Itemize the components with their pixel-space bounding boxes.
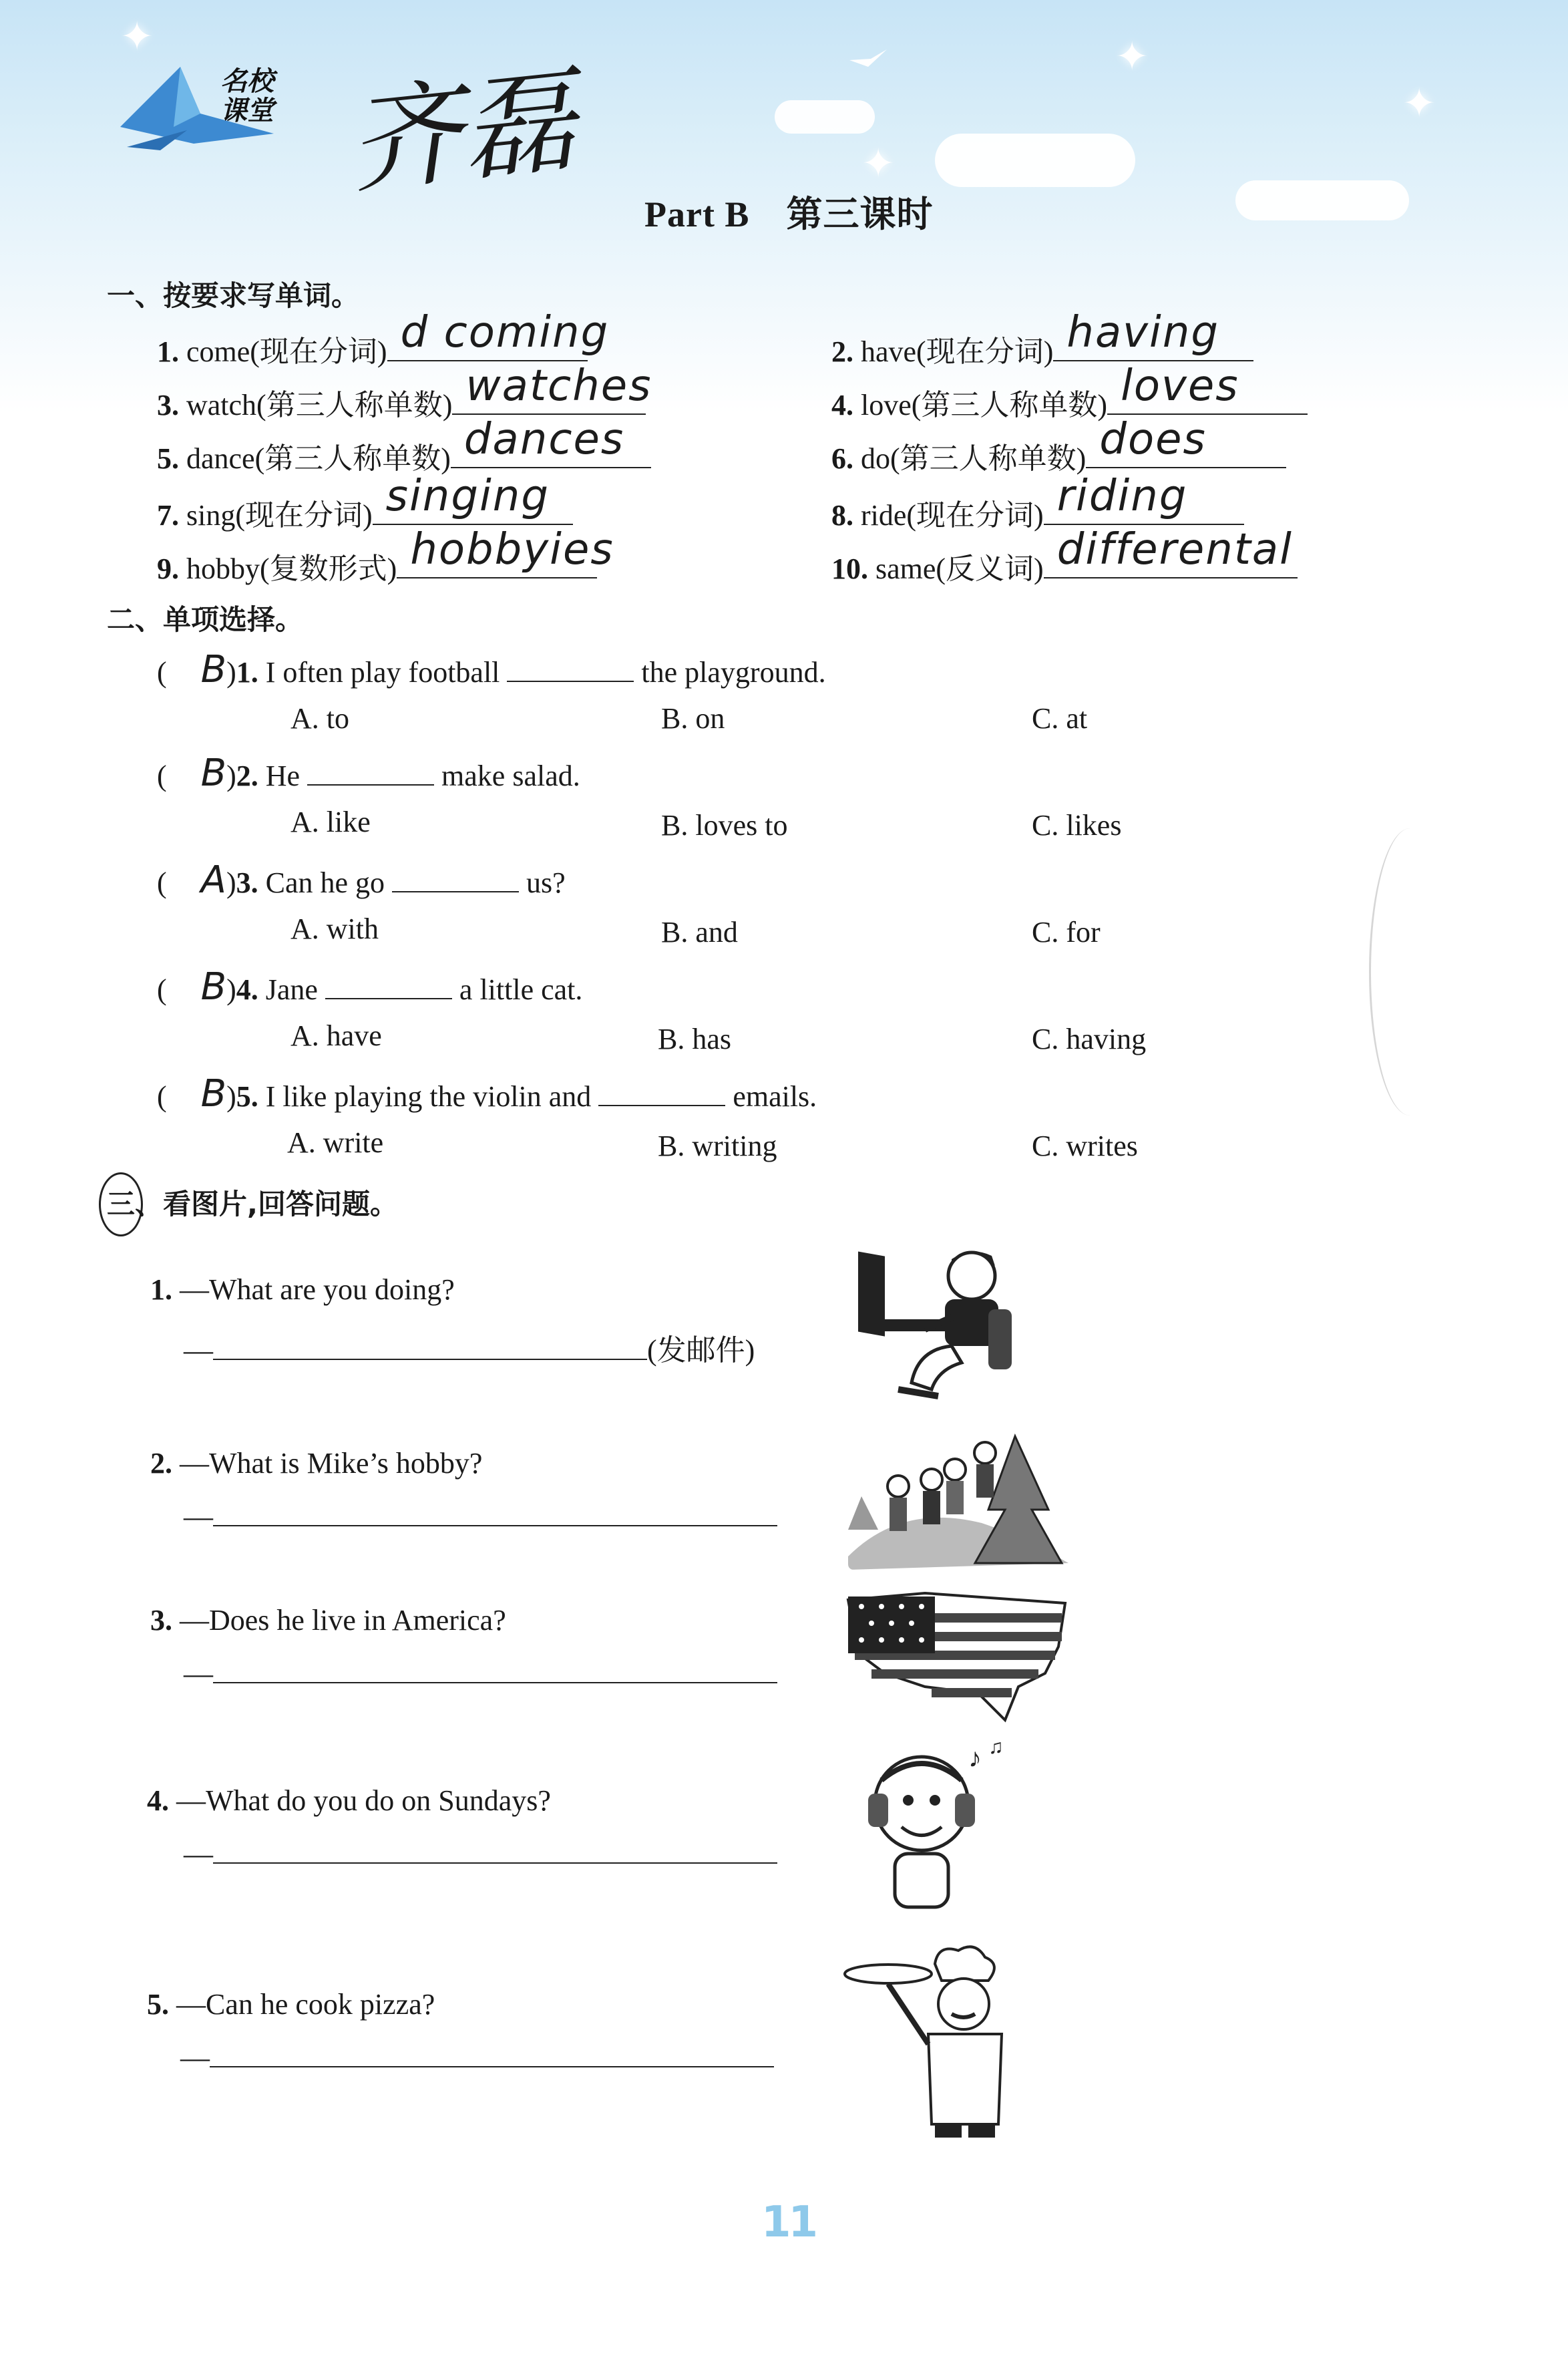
- answer-row: —: [184, 1657, 777, 1691]
- choice-question: ( A)3. Can he go us?: [157, 858, 566, 902]
- handwritten-choice: B: [200, 648, 227, 691]
- option[interactable]: A. to: [290, 702, 349, 735]
- option[interactable]: B. loves to: [661, 809, 788, 842]
- word-item: 8. ride(现在分词) riding: [831, 491, 1244, 534]
- handwritten-answer: hobbyies: [410, 525, 614, 574]
- answer-row: —: [184, 1837, 777, 1871]
- question-text: 5. —Can he cook pizza?: [147, 1988, 435, 2021]
- answer-blank[interactable]: [598, 1085, 725, 1106]
- choice-question: ( B)2. He make salad.: [157, 751, 580, 795]
- computer-user-icon: [845, 1229, 1032, 1409]
- svg-text:♫: ♫: [988, 1740, 1004, 1758]
- question-text: 1. —What are you doing?: [150, 1273, 455, 1306]
- handwritten-answer: dances: [463, 415, 625, 464]
- word-item: 10. same(反义词) differental: [831, 544, 1298, 587]
- handwritten-answer: watches: [465, 361, 652, 411]
- option[interactable]: A. with: [290, 912, 379, 945]
- sparkle-icon: ✦: [861, 142, 896, 186]
- question-text: 3. —Does he live in America?: [150, 1604, 506, 1637]
- answer-blank[interactable]: [1053, 308, 1253, 361]
- answer-blank[interactable]: [213, 1505, 777, 1526]
- usa-flag-map-icon: [845, 1586, 1072, 1727]
- bird-icon: [848, 47, 888, 73]
- choice-question: ( B)5. I like playing the violin and emails.: [157, 1072, 817, 1116]
- answer-blank[interactable]: [1086, 415, 1286, 468]
- sparkle-icon: ✦: [120, 15, 154, 59]
- cloud: [775, 100, 875, 134]
- option[interactable]: C. writes: [1032, 1130, 1138, 1162]
- handwritten-answer: singing: [385, 472, 550, 521]
- option[interactable]: B. writing: [658, 1130, 777, 1162]
- answer-blank[interactable]: [307, 764, 434, 786]
- answer-blank[interactable]: [1044, 472, 1244, 525]
- handwritten-signature: 齐磊: [342, 54, 582, 210]
- option[interactable]: B. has: [658, 1023, 731, 1055]
- handwritten-answer: d coming: [400, 308, 610, 357]
- word-item: 2. have(现在分词) having: [831, 327, 1253, 370]
- answer-blank[interactable]: [507, 661, 634, 682]
- option[interactable]: C. having: [1032, 1023, 1147, 1055]
- option[interactable]: A. have: [290, 1019, 382, 1052]
- chef-pizza-icon: [841, 1944, 1008, 2144]
- answer-row: — (发邮件): [184, 1334, 755, 1367]
- section-heading: 二、单项选择。: [107, 603, 304, 636]
- option[interactable]: A. like: [290, 806, 371, 838]
- answer-row: —: [180, 2041, 774, 2075]
- word-item: 5. dance(第三人称单数) dances: [157, 434, 651, 477]
- answer-blank[interactable]: [213, 1339, 647, 1360]
- answer-blank[interactable]: [1044, 525, 1298, 578]
- handwritten-choice: B: [200, 751, 227, 795]
- word-item: 9. hobby(复数形式) hobbyies: [157, 525, 614, 585]
- cloud: [935, 134, 1135, 187]
- hiking-icon: [848, 1423, 1068, 1570]
- answer-blank[interactable]: [387, 308, 610, 361]
- svg-text:♪: ♪: [968, 1743, 982, 1773]
- sparkle-icon: ✦: [1402, 81, 1436, 126]
- answer-blank[interactable]: [210, 2046, 774, 2067]
- handwritten-answer: having: [1066, 308, 1219, 357]
- question-text: 4. —What do you do on Sundays?: [147, 1784, 551, 1817]
- answer-blank[interactable]: [452, 361, 652, 415]
- answer-blank[interactable]: [451, 415, 651, 468]
- word-item: 4. love(第三人称单数) loves: [831, 381, 1308, 424]
- handwritten-choice: B: [200, 965, 227, 1009]
- section-heading: 一、按要求写单词。: [107, 279, 360, 312]
- handwritten-answer: does: [1099, 415, 1207, 464]
- music-listener-icon: [838, 1740, 1012, 1927]
- word-item: 7. sing(现在分词) singing: [157, 491, 573, 534]
- answer-blank[interactable]: [373, 472, 573, 525]
- question-text: 2. —What is Mike’s hobby?: [150, 1447, 483, 1480]
- choice-question: ( B)4. Jane a little cat.: [157, 965, 583, 1009]
- answer-blank[interactable]: [213, 1842, 777, 1864]
- word-item: 6. do(第三人称单数) does: [831, 434, 1286, 477]
- option[interactable]: C. likes: [1032, 809, 1122, 842]
- answer-blank[interactable]: [325, 978, 452, 999]
- answer-blank[interactable]: [213, 1662, 777, 1683]
- handwritten-choice: B: [200, 1072, 227, 1116]
- answer-blank[interactable]: [392, 871, 519, 892]
- handwritten-answer: riding: [1056, 472, 1188, 521]
- option[interactable]: C. at: [1032, 702, 1088, 735]
- page-number: 11: [761, 2198, 816, 2247]
- option[interactable]: B. and: [661, 916, 738, 949]
- handwritten-choice: A: [200, 858, 226, 902]
- choice-question: ( B)1. I often play football the playground.: [157, 648, 826, 691]
- word-item: 1. come(现在分词) d coming: [157, 308, 610, 368]
- logo-text: 名校 课堂: [220, 66, 274, 126]
- cloud: [1235, 180, 1409, 220]
- sparkle-icon: ✦: [1115, 35, 1149, 79]
- margin-scribble: [1369, 828, 1451, 1116]
- answer-blank[interactable]: [1107, 361, 1308, 415]
- word-item: 3. watch(第三人称单数) watches: [157, 361, 652, 422]
- page-title: Part B 第三课时: [644, 194, 934, 234]
- handwritten-answer: loves: [1121, 361, 1239, 411]
- answer-blank[interactable]: [397, 525, 614, 578]
- option[interactable]: A. write: [287, 1126, 384, 1159]
- answer-row: —: [184, 1500, 777, 1534]
- option[interactable]: C. for: [1032, 916, 1101, 949]
- option[interactable]: B. on: [661, 702, 725, 735]
- section-heading: 三、看图片,回答问题。: [107, 1188, 398, 1220]
- handwritten-answer: differental: [1056, 525, 1293, 574]
